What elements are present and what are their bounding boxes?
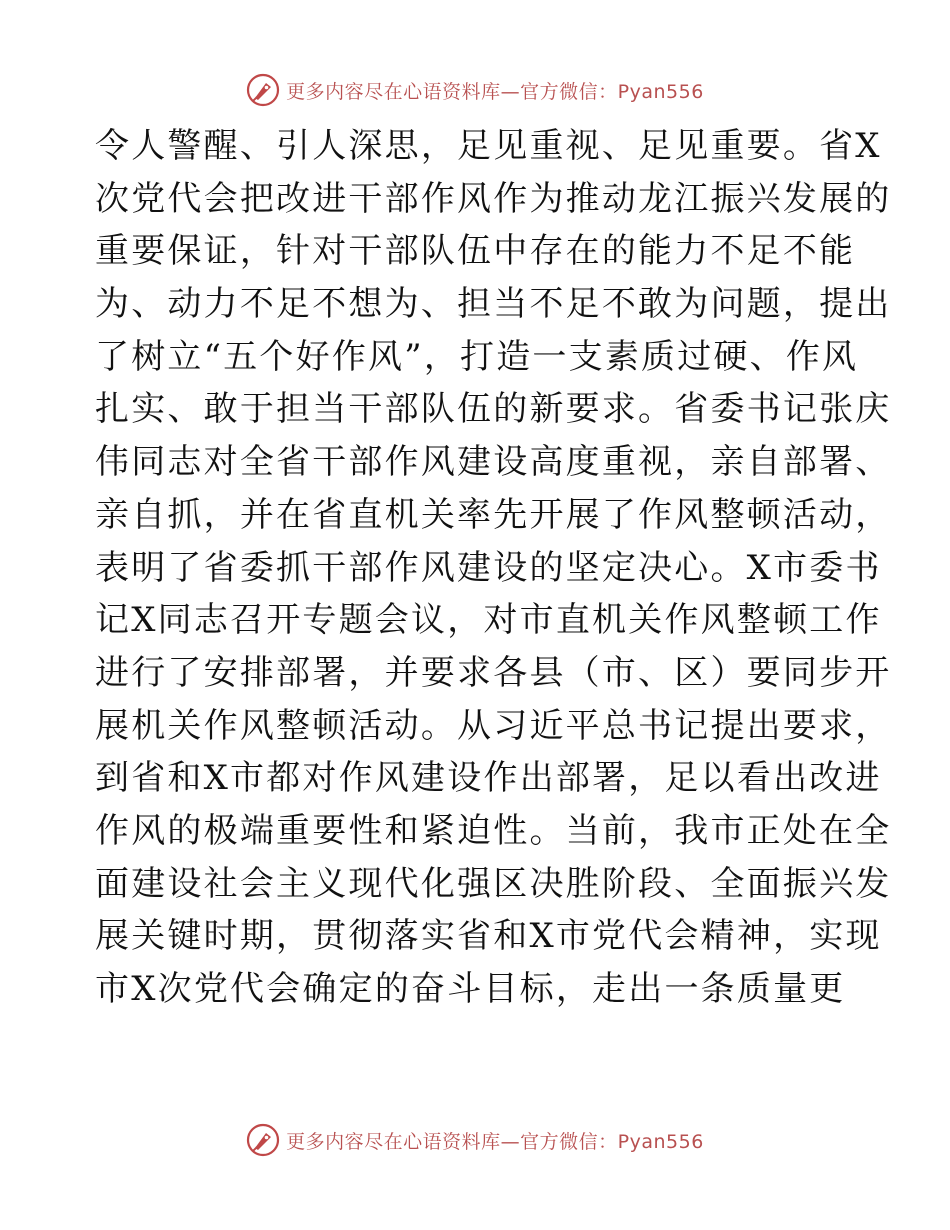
pen-nib-icon — [246, 73, 280, 107]
text-line: 扎 实 、 敢 于 担 当 干 部 队 伍 的 新 要 求 。 省 委 书 记 张 庆 — [95, 389, 892, 430]
text-line: 作 风 的 极 端 重 要 性 和 紧 迫 性 。 当 前 ， 我 市 正 处 在 全 — [95, 810, 892, 851]
text-line: 次 党 代 会 把 改 进 干 部 作 风 作 为 推 动 龙 江 振 兴 发 展 的 — [95, 178, 892, 219]
text-line: 市 X 次 党 代 会 确 定 的 奋 斗 目 标 ， 走 出 一 条 质 量 更 — [95, 969, 846, 1009]
text-line: 记 X 同 志 召 开 专 题 会 议 ， 对 市 直 机 关 作 风 整 顿 工 作 — [95, 600, 882, 641]
text-line: 令 人 警 醒 、 引 人 深 思 ， 足 见 重 视 、 足 见 重 要 。 省 X — [95, 126, 882, 166]
text-line: 伟 同 志 对 全 省 干 部 作 风 建 设 高 度 重 视 ， 亲 自 部 署 、 — [95, 442, 892, 483]
text-line: 进 行 了 安 排 部 署 ， 并 要 求 各 县 （ 市 、 区 ） 要 同 步 开 — [95, 652, 892, 693]
document-body — [95, 120, 892, 1016]
footer-watermark — [0, 1120, 950, 1160]
text-line: 了 树 立 “ 五 个 好 作 风 ” ， 打 造 一 支 素 质 过 硬 、 作 风 — [95, 336, 859, 377]
text-line: 表 明 了 省 委 抓 干 部 作 风 建 设 的 坚 定 决 心 。 X 市 委 书 — [95, 547, 882, 588]
text-line: 面 建 设 社 会 主 义 现 代 化 强 区 决 胜 阶 段 、 全 面 振 兴 发 — [95, 863, 892, 904]
text-line: 展 机 关 作 风 整 顿 活 动 。 从 习 近 平 总 书 记 提 出 要 求 ， — [95, 705, 892, 746]
text-line: 展 关 键 时 期 ， 贯 彻 落 实 省 和 X 市 党 代 会 精 神 ， 实 现 — [95, 916, 882, 957]
watermark-text: 更多内容尽在心语资料库—官方微信：Pyan556 — [286, 80, 704, 103]
header-watermark — [0, 70, 950, 110]
text-line: 亲 自 抓 ， 并 在 省 直 机 关 率 先 开 展 了 作 风 整 顿 活 动 ， — [95, 494, 892, 535]
watermark-text: 更多内容尽在心语资料库—官方微信：Pyan556 — [286, 1130, 704, 1153]
text-line: 到 省 和 X 市 都 对 作 风 建 设 作 出 部 署 ， 足 以 看 出 改 进 — [95, 758, 882, 799]
text-line: 重 要 保 证 ， 针 对 干 部 队 伍 中 存 在 的 能 力 不 足 不 能 — [95, 231, 856, 272]
pen-nib-icon — [246, 1123, 280, 1157]
text-line: 为 、 动 力 不 足 不 想 为 、 担 当 不 足 不 敢 为 问 题 ， 提 出 — [95, 284, 892, 325]
